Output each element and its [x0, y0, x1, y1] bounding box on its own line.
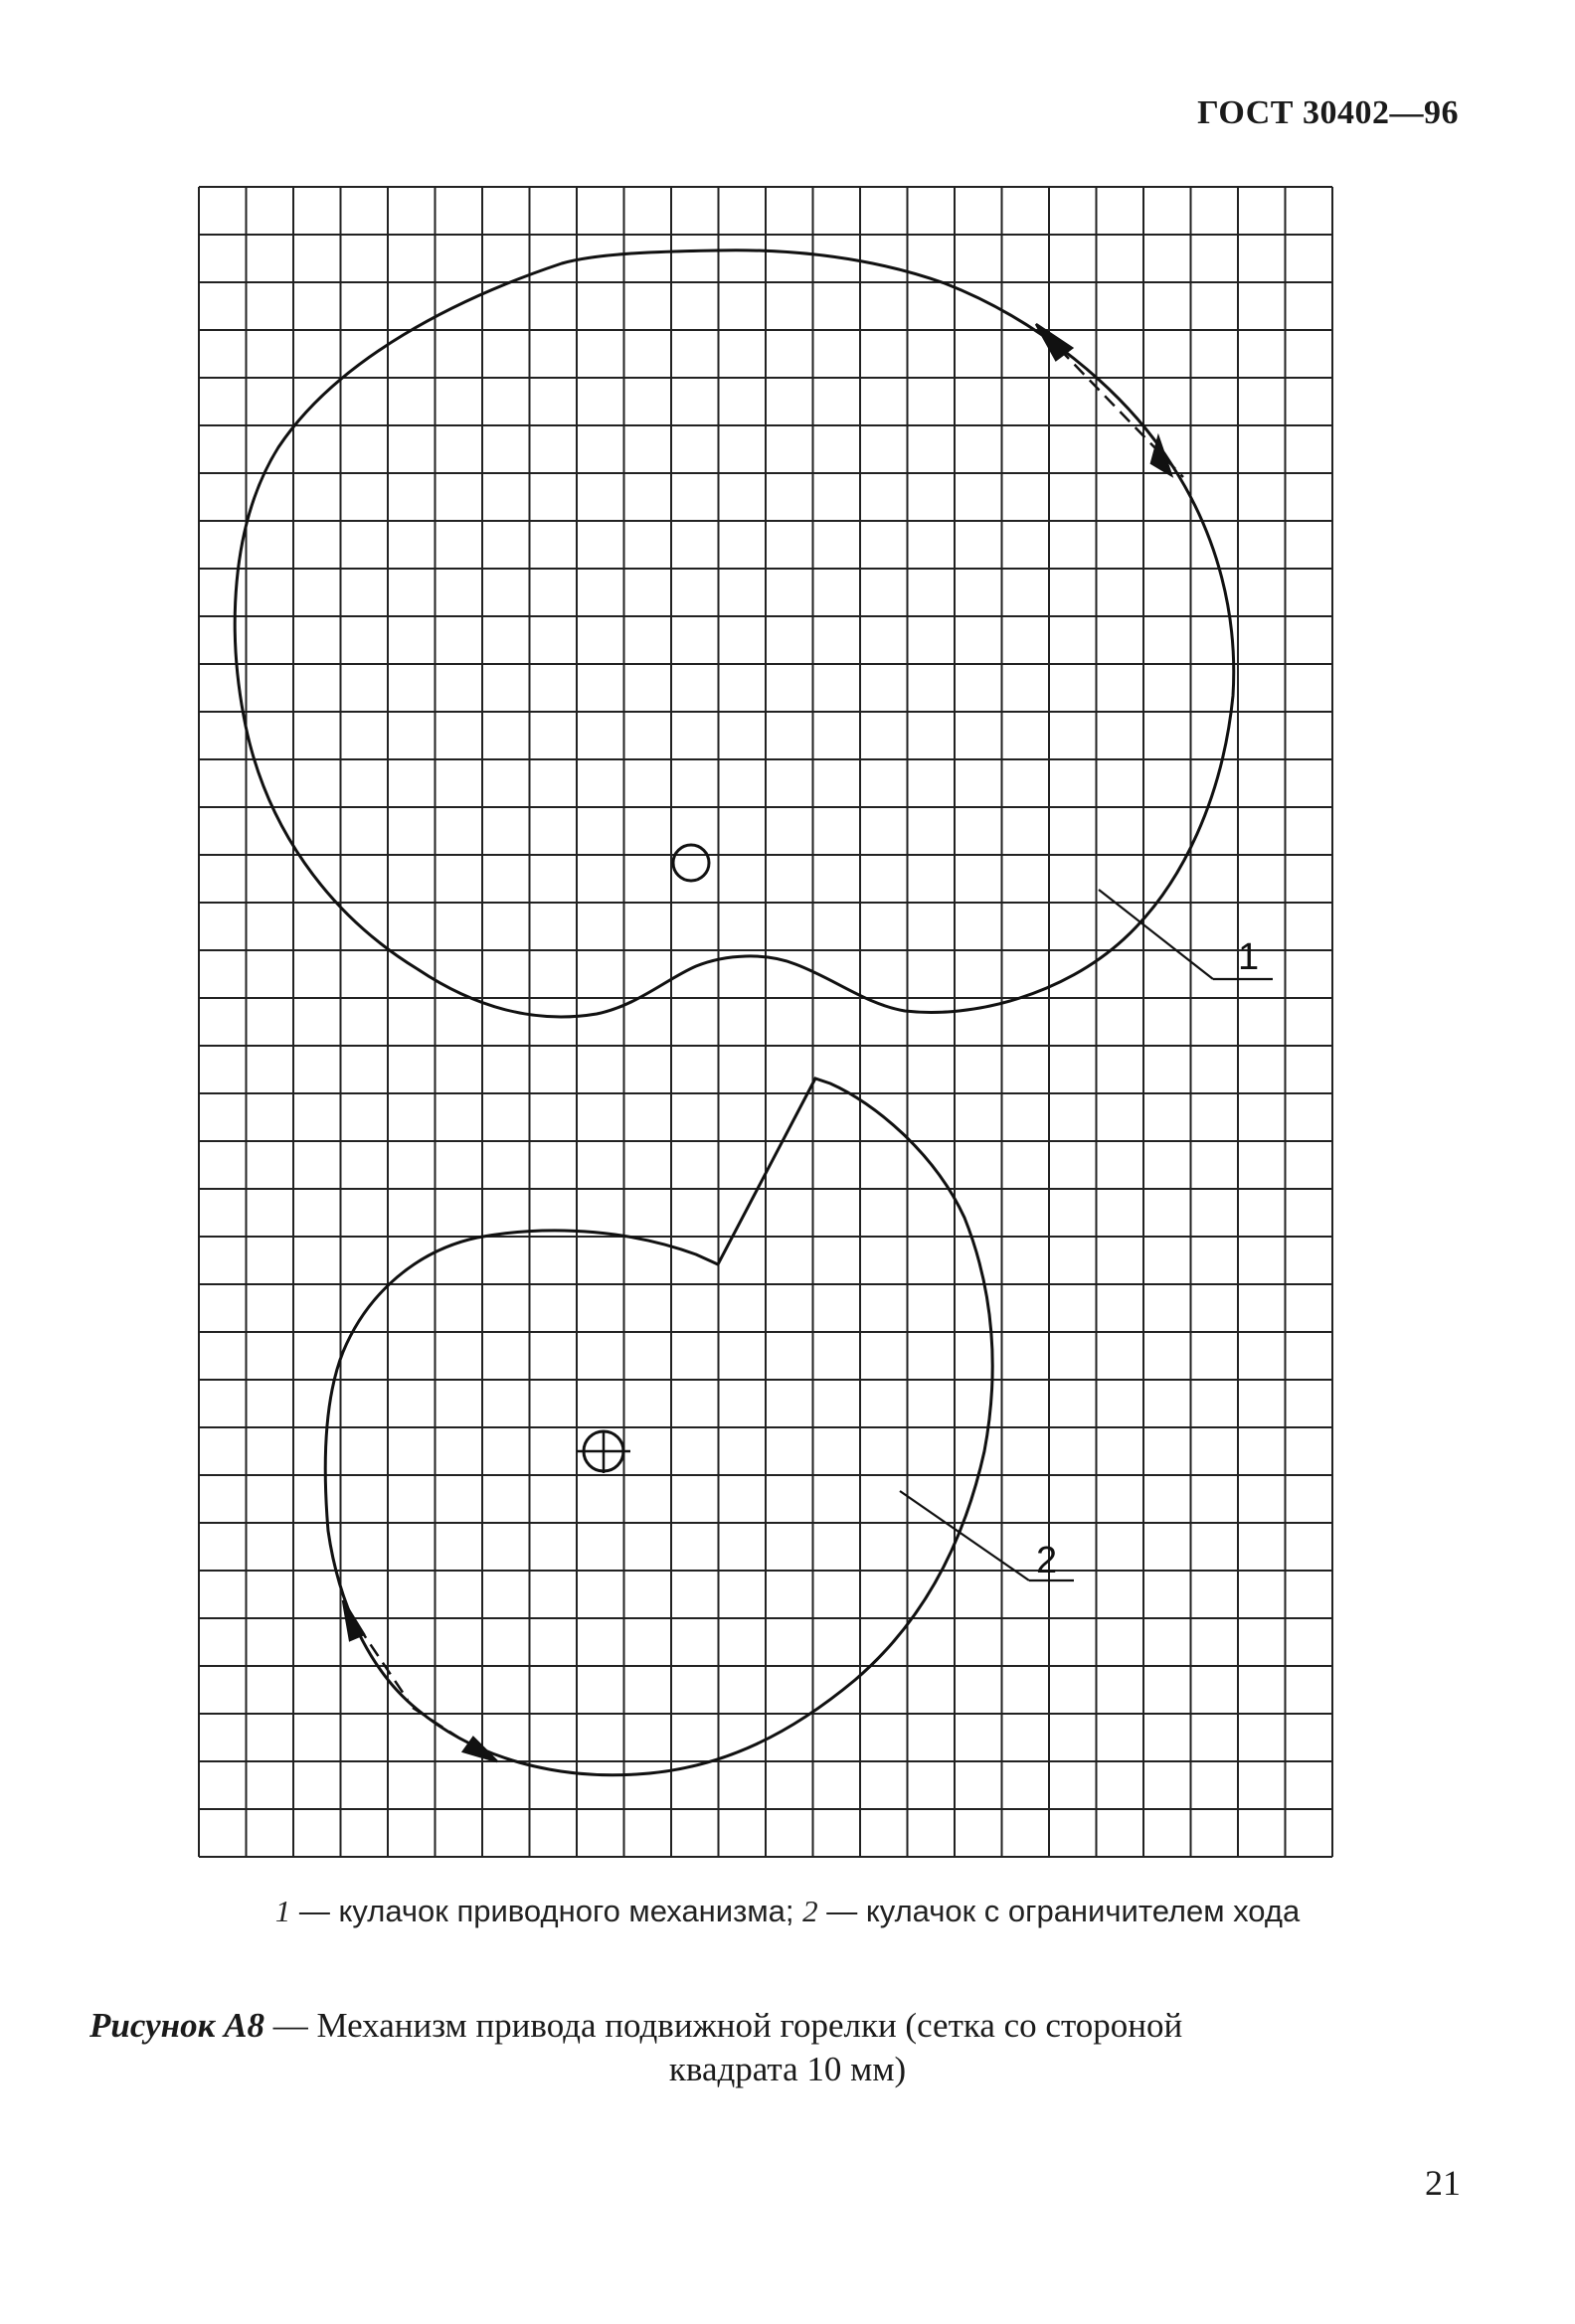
figure-caption-label: Рисунок А8 [89, 2006, 264, 2045]
grid [199, 187, 1332, 1857]
standard-number: ГОСТ 30402—96 [1197, 94, 1459, 131]
figure-legend [0, 1894, 1575, 1929]
legend-item-1-text: — кулачок приводного механизма; [290, 1894, 803, 1928]
figure-caption-continuation: квадрата 10 мм) [668, 2050, 907, 2088]
figure-caption [89, 2003, 1462, 2049]
cam-2-rotation-arrow [343, 1600, 497, 1761]
page-number: 21 [1425, 2163, 1461, 2203]
callout-2-label: 2 [1036, 1540, 1058, 1581]
cam-1-pivot [673, 845, 709, 881]
legend-item-2-number: 2 [802, 1894, 818, 1928]
legend-item-2-text: — кулачок с ограничителем хода [817, 1894, 1301, 1928]
callout-1-label: 1 [1238, 936, 1260, 978]
figure-caption-text: — Механизм привода подвижной горелки (сетка со стороной [263, 2006, 1183, 2045]
legend-item-1-number: 1 [274, 1894, 291, 1928]
cam-1-rotation-arrow [1036, 324, 1183, 477]
